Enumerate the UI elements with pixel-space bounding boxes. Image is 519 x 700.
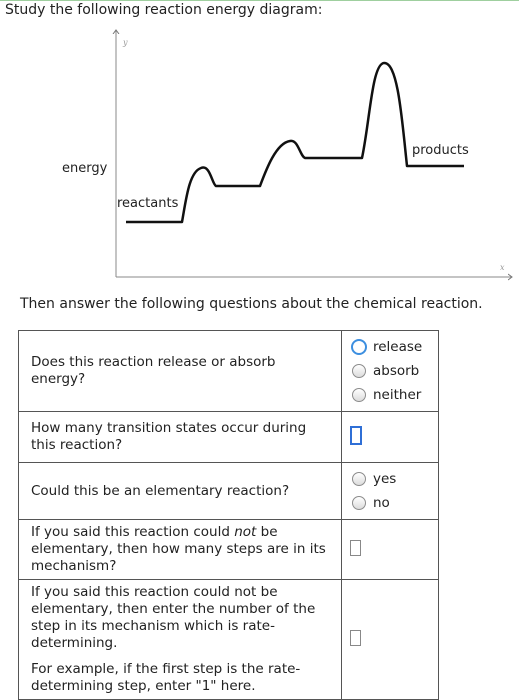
followup-instruction: Then answer the following questions about the chemical reaction.	[20, 296, 483, 312]
q2-answer	[342, 412, 439, 463]
products-label: products	[412, 143, 469, 158]
no-label: no	[373, 495, 390, 511]
release-label: release	[373, 339, 423, 355]
neither-label: neither	[373, 387, 422, 403]
q4-text-emphasis: not	[234, 524, 257, 540]
q5-example: For example, if the first step is the rate-determining step, enter "1" here.	[31, 661, 301, 694]
q1-text: Does this reaction release or absorb energy?	[19, 331, 342, 412]
q5-answer	[342, 580, 439, 700]
no-radio[interactable]	[352, 496, 366, 510]
y-axis-label: y	[123, 38, 128, 47]
absorb-radio[interactable]	[352, 364, 366, 378]
mechanism-steps-input[interactable]	[350, 540, 361, 556]
yes-label: yes	[373, 471, 397, 487]
energy-label: energy	[62, 161, 108, 176]
q4-text-before: If you said this reaction could	[31, 524, 235, 540]
q4-text	[19, 520, 342, 580]
x-axis-label: x	[500, 263, 505, 272]
question-row-elementary	[19, 463, 439, 520]
yes-radio[interactable]	[352, 472, 366, 486]
rate-determining-step-input[interactable]	[350, 630, 361, 646]
question-row-transition-states	[19, 412, 439, 463]
q5-text	[19, 580, 342, 700]
neither-radio[interactable]	[352, 388, 366, 402]
instruction-heading: Study the following reaction energy diagram:	[5, 2, 323, 18]
q1-options	[342, 331, 439, 412]
option-yes[interactable]	[352, 467, 438, 491]
q3-options	[342, 463, 439, 520]
question-row-release-absorb	[19, 331, 439, 412]
q4-answer	[342, 520, 439, 580]
option-no[interactable]	[352, 491, 438, 515]
question-row-mechanism-steps	[19, 520, 439, 580]
q2-text: How many transition states occur during this reaction?	[19, 412, 342, 463]
question-row-rate-determining	[19, 580, 439, 700]
q3-text: Could this be an elementary reaction?	[19, 463, 342, 520]
question-table	[18, 330, 439, 700]
option-neither[interactable]	[352, 383, 438, 407]
transition-states-input[interactable]	[350, 426, 362, 445]
release-radio[interactable]	[351, 339, 367, 355]
option-absorb[interactable]	[352, 359, 438, 383]
absorb-label: absorb	[373, 363, 420, 379]
reactants-label: reactants	[117, 196, 179, 211]
q5-instruction: If you said this reaction could not be elementary, then enter the number of the step in its mechanism which is rate-determining.	[31, 584, 316, 651]
option-release[interactable]	[352, 335, 438, 359]
q4-text-after: be elementary, then how many steps are in its mechanism?	[31, 524, 326, 574]
